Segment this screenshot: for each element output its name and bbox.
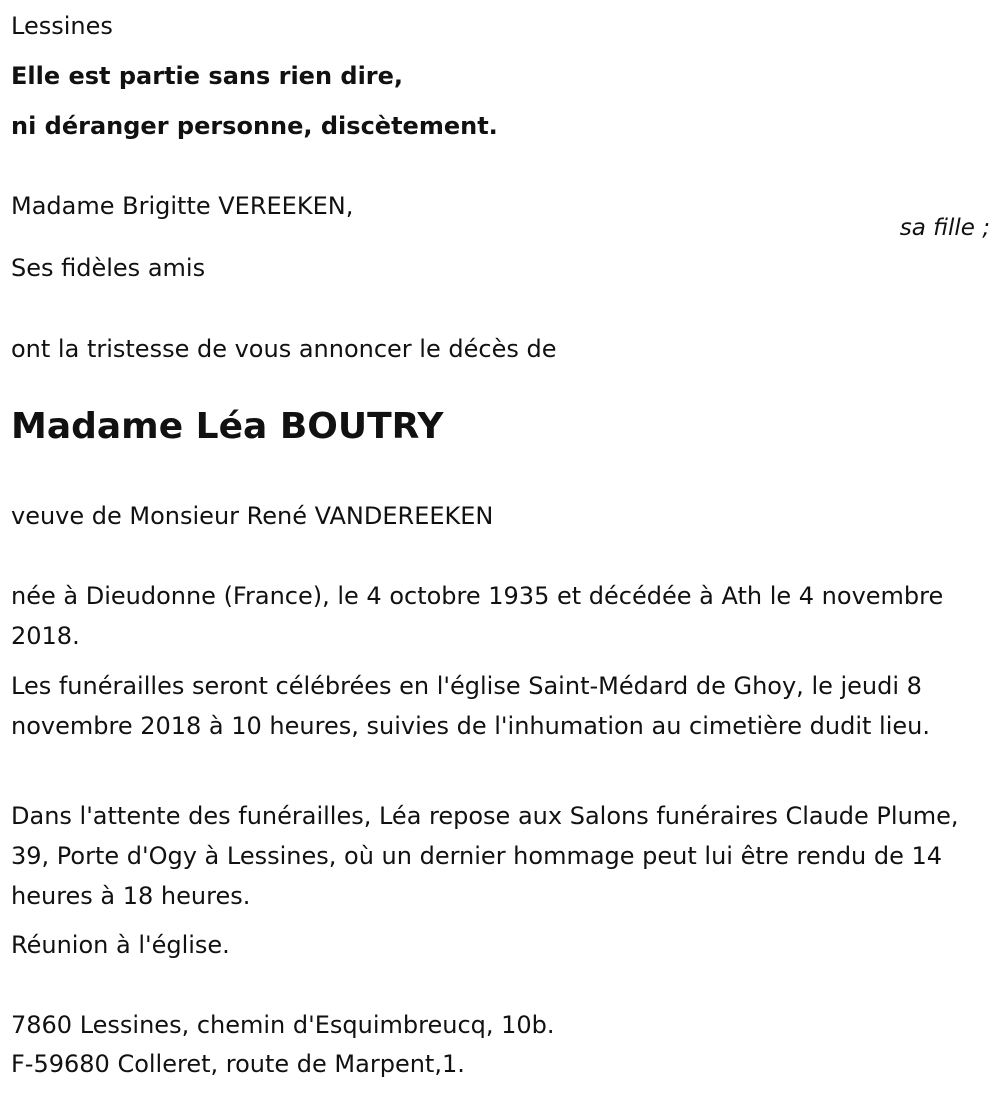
meeting-line: Réunion à l'église.	[11, 931, 230, 959]
daughter-name: Madame Brigitte VEREEKEN,	[11, 192, 354, 220]
address-line-2: F-59680 Colleret, route de Marpent,1.	[11, 1050, 465, 1078]
funeral-paragraph: Les funérailles seront célébrées en l'église Saint-Médard de Ghoy, le jeudi 8 novembre 2018 à 10 heures, suivies de l'inhumation au cimetière dudit lieu.	[11, 672, 930, 740]
friends-line: Ses fidèles amis	[11, 254, 206, 282]
deceased-name: Madame Léa BOUTRY	[11, 406, 444, 447]
daughter-relation: sa fille ;	[899, 215, 990, 241]
address-line-1: 7860 Lessines, chemin d'Esquimbreucq, 10b.	[11, 1011, 555, 1039]
verse-line-2: ni déranger personne, discètement.	[11, 112, 498, 140]
viewing-paragraph: Dans l'attente des funérailles, Léa repose aux Salons funéraires Claude Plume, 39, Porte d'Ogy à Lessines, où un dernier hommage peut lui être rendu de 14 heures à 18 heures.	[11, 802, 959, 910]
announcement-intro: ont la tristesse de vous annoncer le décès de	[11, 335, 557, 363]
spouse-line: veuve de Monsieur René VANDEREEKEN	[11, 502, 494, 530]
birth-death-paragraph: née à Dieudonne (France), le 4 octobre 1935 et décédée à Ath le 4 novembre 2018.	[11, 582, 944, 650]
verse-line-1: Elle est partie sans rien dire,	[11, 62, 404, 90]
locality: Lessines	[11, 12, 113, 40]
